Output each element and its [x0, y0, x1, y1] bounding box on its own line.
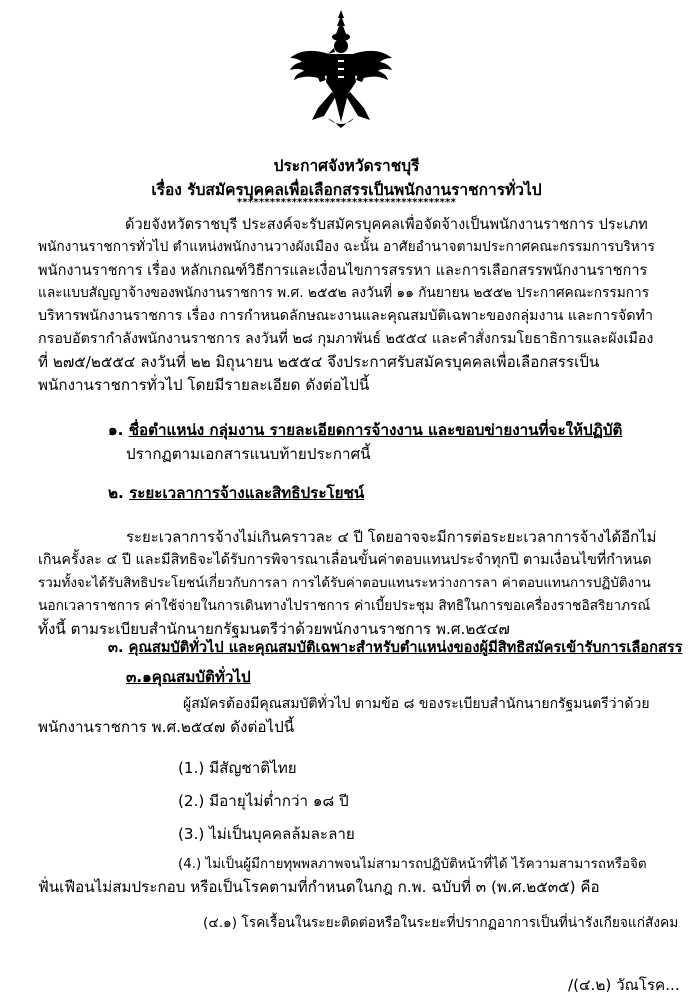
title-separator: ****************************************	[236, 197, 457, 208]
qualification-item-4-line: ฟั่นเฟือนไม่สมประกอบ หรือเป็นโรคตามที่กำหนดในกฎ ก.พ. ฉบับที่ ๓ (พ.ศ.๒๕๓๕) คือ	[38, 878, 600, 896]
section-2-title: ระยะเวลาการจ้างและสิทธิประโยชน์	[129, 484, 365, 502]
section-1-text: ปรากฏตามเอกสารแนบท้ายประกาศนี้	[126, 445, 371, 463]
intro-line: ด้วยจังหวัดราชบุรี ประสงค์จะรับสมัครบุคคลเพื่อจัดจ้างเป็นพนักงานราชการ ประเภท	[125, 216, 648, 233]
section-2-paragraph	[38, 526, 656, 641]
section-1-title: ชื่อตำแหน่ง กลุ่มงาน รายละเอียดการจ้างงาน และขอบข่ายงานที่จะให้ปฏิบัติ	[128, 421, 623, 439]
section-3-number: ๓.	[108, 639, 124, 656]
intro-line: ที่ ๒๗๕/๒๕๕๔ ลงวันที่ ๒๒ มิถุนายน ๒๕๕๔ จึงประกาศรับสมัครบุคคลเพื่อเลือกสรรเป็น	[38, 353, 600, 371]
document-title: ประกาศจังหวัดราชบุรี	[273, 157, 420, 175]
garuda-emblem-icon	[288, 10, 394, 130]
section-3-1-paragraph	[38, 693, 656, 739]
section-2-line: ทั้งนี้ ตามระเบียบสำนักนายกรัฐมนตรีว่าด้วยพนักงานราชการ พ.ศ.๒๕๔๗	[38, 620, 510, 638]
section-2-heading	[108, 481, 364, 505]
section-2-number: ๒.	[108, 484, 124, 502]
section-3-1-title: คุณสมบัติทั่วไป	[151, 668, 251, 686]
section-3-heading	[108, 636, 683, 659]
page-continuation: /(๔.๒) วัณโรค...	[568, 976, 680, 994]
document-subject: เรื่อง รับสมัครบุคคลเพื่อเลือกสรรเป็นพนักงานราชการทั่วไป	[151, 181, 542, 199]
section-2-line: นอกเวลาราชการ ค่าใช้จ่ายในการเดินทางไปราชการ ค่าเบี้ยประชุม สิทธิในการขอเครื่องราชอิสริยาภรณ์	[38, 598, 651, 614]
section-3-1-line: พนักงานราชการ พ.ศ.๒๕๔๗ ดังต่อไปนี้	[38, 718, 295, 736]
section-3-1-line: ผู้สมัครต้องมีคุณสมบัติทั่วไป ตามข้อ ๘ ของระเบียบสำนักนายกรัฐมนตรีว่าด้วย	[183, 696, 650, 712]
section-1-heading	[108, 418, 622, 442]
intro-paragraph	[38, 213, 656, 397]
qualification-item-4-1: (๔.๑) โรคเรื้อนในระยะติดต่อหรือในระยะที่ปรากฏอาการเป็นที่น่ารังเกียจแก่สังคม	[203, 915, 679, 931]
section-2-line: รวมทั้งจะได้รับสิทธิประโยชน์เกี่ยวกับการลา การได้รับค่าตอบแทนระหว่างการลา ค่าตอบแทนการปฏิบัติงาน	[38, 576, 651, 591]
intro-line: พนักงานราชการทั่วไป ตำแหน่งพนักงานวางผังเมือง ฉะนั้น อาศัยอำนาจตามประกาศคณะกรรมการบริหาร	[38, 239, 655, 255]
intro-line: กรอบอัตรากำลังพนักงานราชการ ลงวันที่ ๒๘ กุมภาพันธ์ ๒๕๕๔ และคำสั่งกรมโยธาธิการและผังเมือง	[38, 331, 654, 347]
qualification-item: (2.) มีอายุไม่ต่ำกว่า ๑๘ ปี	[178, 792, 349, 810]
section-2-line: เกินครั้งละ ๔ ปี และมีสิทธิจะได้รับการพิจารณาเลื่อนขั้นค่าตอบแทนประจำทุกปี ตามเงื่อนไขที่กำหนด	[38, 552, 652, 568]
intro-line: พนักงานราชการ เรื่อง หลักเกณฑ์วิธีการและเงื่อนไขการสรรหา และการเลือกสรรพนักงานราชการ	[38, 262, 648, 279]
section-1-number: ๑.	[108, 421, 124, 439]
section-3-title: คุณสมบัติทั่วไป และคุณสมบัติเฉพาะสำหรับตำแหน่งของผู้มีสิทธิสมัครเข้ารับการเลือกสรร	[128, 639, 683, 656]
section-2-line: ระยะเวลาการจ้างไม่เกินคราวละ ๔ ปี โดยอาจจะมีการต่อระยะเวลาการจ้างได้อีกไม่	[126, 528, 656, 546]
qualification-item-4-line: (4.) ไม่เป็นผู้มีกายทุพพลภาพจนไม่สามารถปฏิบัติหน้าที่ได้ ไร้ความสามารถหรือจิต	[178, 857, 647, 872]
qualification-item-4	[38, 853, 656, 899]
section-3-1-heading	[126, 665, 251, 689]
intro-line: และแบบสัญญาจ้างของพนักงานราชการ พ.ศ. ๒๕๕๒ ลงวันที่ ๑๑ กันยายน ๒๕๕๒ ประกาศคณะกรรมการ	[38, 285, 650, 301]
qualification-item: (3.) ไม่เป็นบุคคลล้มละลาย	[178, 825, 355, 843]
intro-line: พนักงานราชการทั่วไป โดยมีรายละเอียด ดังต่อไปนี้	[38, 376, 370, 394]
section-3-1-number: ๓.๑	[126, 668, 152, 686]
qualification-item: (1.) มีสัญชาติไทย	[178, 759, 297, 777]
intro-line: บริหารพนักงานราชการ เรื่อง การกำหนดลักษณะงานและคุณสมบัติเฉพาะของกลุ่มงาน และการจัดทำ	[38, 308, 654, 324]
